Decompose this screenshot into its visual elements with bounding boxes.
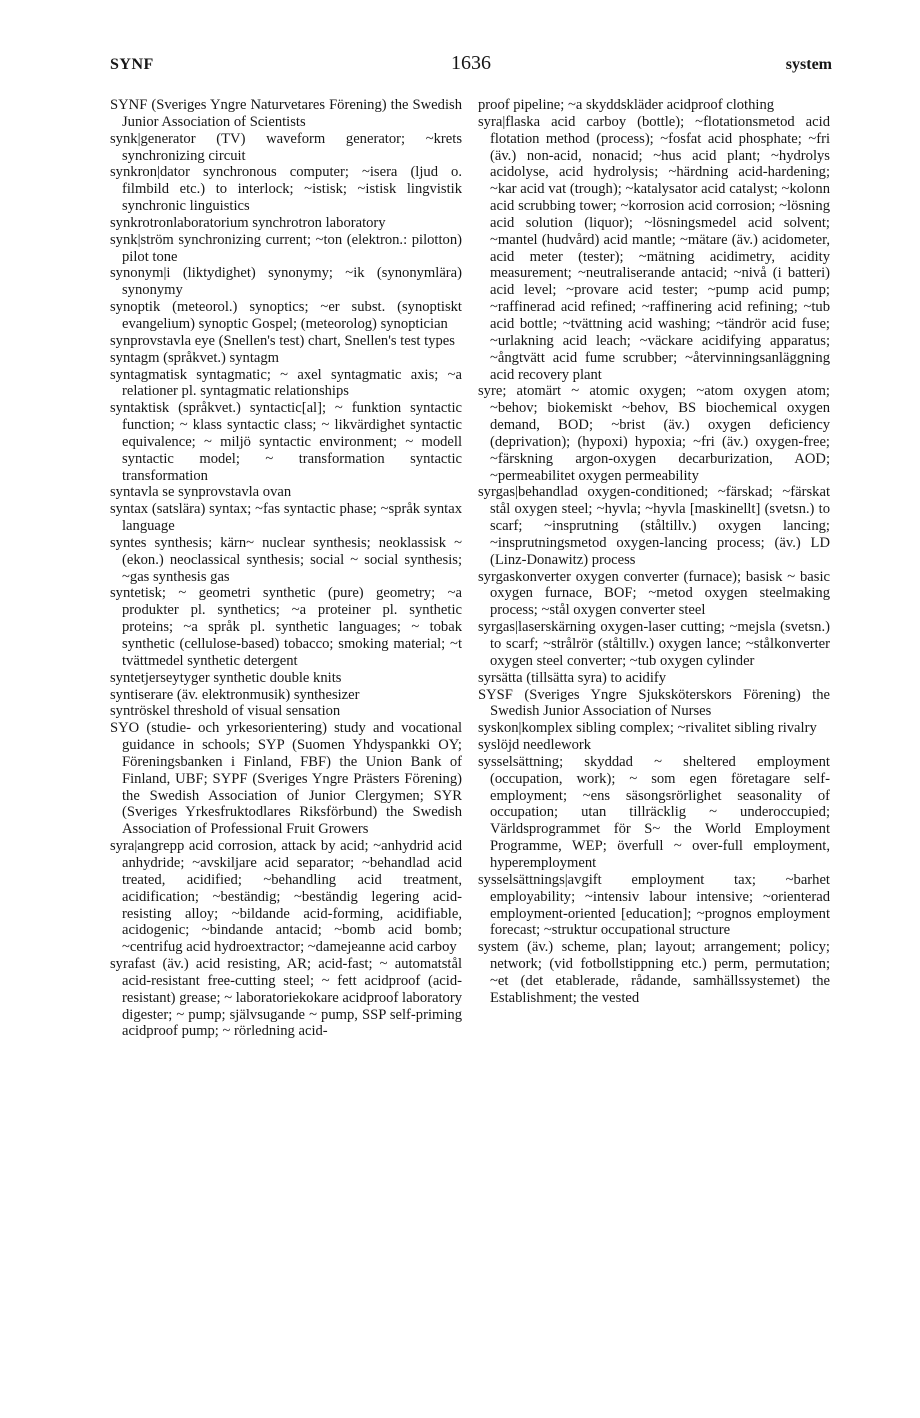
running-header <box>110 52 832 80</box>
dictionary-entry: syntaktisk (språkvet.) syntactic[al]; ~ funktion syntactic function; ~ klass syntactic class; ~ likvärdighet syntactic equivalence; ~ miljö syntactic environment; ~ modell syntactic model; ~ transformation syntactic transformation <box>110 400 462 484</box>
dictionary-entry: synonym|i (liktydighet) synonymy; ~ik (synonymlära) synonymy <box>110 265 462 299</box>
dictionary-entry: SYNF (Sveriges Yngre Naturvetares Förening) the Swedish Junior Association of Scientists <box>110 97 462 130</box>
dictionary-entry: system (äv.) scheme, plan; layout; arrangement; policy; network; (vid fotbollstippning etc.) perm, permutation; ~et (det etablerade, rådande, samhällssystemet) the Establishment; the vested <box>478 939 830 1006</box>
dictionary-entry: synkrotronlaboratorium synchrotron laboratory <box>110 214 386 231</box>
dictionary-entry: syntes synthesis; kärn~ nuclear synthesis; neoklassisk ~ (ekon.) neoclassical synthesis; social ~ social synthesis; ~gas synthesis gas <box>110 534 462 585</box>
dictionary-entry: syslöjd needlework <box>478 737 592 754</box>
dictionary-entry: synkron|dator synchronous computer; ~isera (ljud o. filmbild etc.) to interlock; ~istisk; ~istisk lingvistik synchronic linguistics <box>110 164 462 215</box>
dictionary-entry: syntetjerseytyger synthetic double knits <box>110 669 342 686</box>
dictionary-entry: syskon|komplex sibling complex; ~rivalitet sibling rivalry <box>478 720 817 737</box>
dictionary-entry: syntavla se synprovstavla ovan <box>110 484 292 501</box>
right-guide-word: system <box>785 56 832 73</box>
dictionary-entry: syra|angrepp acid corrosion, attack by acid; ~anhydrid acid anhydride; ~avskiljare acid separator; ~behandlad acid treated, acidified; ~behandling acid treatment, acidification; ~beständig; ~beständig legering acid-resisting alloy; ~bildande acid-forming, acidifiable, acidogenic; ~bindande antacid; ~bomb acid bomb; ~centrifug acid hydroextractor; ~damejeanne acid carboy <box>110 838 462 956</box>
page-number: 1636 <box>451 52 491 74</box>
dictionary-entry: sysselsättnings|avgift employment tax; ~barhet employability; ~intensiv labour intensive; ~orienterad employment-oriented [education]; ~prognos employment forecast; ~struktur occupational structure <box>478 871 830 939</box>
right-column <box>478 97 830 1007</box>
dictionary-entry: syntax (satslära) syntax; ~fas syntactic phase; ~språk syntax language <box>110 501 462 535</box>
dictionary-entry: syra|flaska acid carboy (bottle); ~flotationsmetod acid flotation method (process); ~fosfat acid phosphate; ~fri (äv.) non-acid, nonacid; ~hus acid plant; ~hydrolys acidolyse, acid hydrolysis; ~härdning acid-hardening; ~kar acid vat (trough); ~katalysator acid catalyst; ~kolonn acid scrubbing tower; ~korrosion acid corrosion; ~lösning acid solution (liquor); ~lösningsmedel acid solvent; ~mantel (hudvård) acid mantle; ~mätare (äv.) acidometer, acid meter (tester); ~mätning acidimetry, acidity measurement; ~neutraliserande antacid; ~nivå (i batteri) acid level; ~provare acid tester; ~pump acid pump; ~raffinerad acid refined; ~raffinering acid refining; ~tub acid bottle; ~tvättning acid washing; ~tändrör acid fuse; ~urlakning acid leach; ~väckare acidifying apparatus; ~ångtvätt acid fume scrubber; ~återvinningsanläggning acid recovery plant <box>478 113 830 383</box>
left-guide-word: SYNF <box>110 56 154 73</box>
left-column <box>110 97 462 1040</box>
dictionary-entry: syntetisk; ~ geometri synthetic (pure) geometry; ~a produkter pl. synthetics; ~a proteiner pl. synthetic proteins; ~a språk pl. synthetic languages; ~ tobak synthetic (cellulose-based) tobacco; smoking material; ~t tvättmedel synthetic detergent <box>110 585 462 669</box>
dictionary-entry: synprovstavla eye (Snellen's test) chart, Snellen's test types <box>110 332 455 349</box>
dictionary-entry: SYSF (Sveriges Yngre Sjuksköterskors Förening) the Swedish Junior Association of Nurses <box>478 686 830 720</box>
dictionary-entry: synk|ström synchronizing current; ~ton (elektron.: pilotton) pilot tone <box>110 231 462 265</box>
dictionary-entry: syrgaskonverter oxygen converter (furnace); basisk ~ basic oxygen furnace, BOF; ~metod oxygen steelmaking process; ~stål oxygen converter steel <box>478 568 830 619</box>
dictionary-entry: proof pipeline; ~a skyddskläder acidproof clothing <box>478 97 775 113</box>
dictionary-entry: syrafast (äv.) acid resisting, AR; acid-fast; ~ automatstål acid-resistant free-cutting steel; ~ fett acidproof (acid-resistant) grease; ~ laboratoriekokare acidproof laboratory digester; ~ pump; självsugande ~ pump, SSP self-priming acidproof pump; ~ rörledning acid- <box>110 956 462 1040</box>
dictionary-entry: syntagmatisk syntagmatic; ~ axel syntagmatic axis; ~a relationer pl. syntagmatic relationships <box>110 366 462 400</box>
dictionary-entry: syntröskel threshold of visual sensation <box>110 703 341 720</box>
dictionary-entry: syntiserare (äv. elektronmusik) synthesizer <box>110 686 360 703</box>
dictionary-entry: syre; atomärt ~ atomic oxygen; ~atom oxygen atom; ~behov; biokemiskt ~behov, BS biochemical oxygen demand, BOD; ~brist (äv.) oxygen deficiency (deprivation); (hypoxi) hypoxia; ~fri (äv.) oxygen-free; ~färskning argon-oxygen decarburization, AOD; ~permeabilitet oxygen permeability <box>478 383 830 484</box>
dictionary-entry: SYO (studie- och yrkesorientering) study and vocational guidance in schools; SYP (Suomen Yhdyspankki OY; Föreningsbanken i Finland, FBF) the Union Bank of Finland, UBF; SYPF (Sveriges Yngre Prästers Förening) the Swedish Association of Junior Clergymen; SYR (Sveriges Yrkesfruktodlares Riksförbund) the Swedish Association of Professional Fruit Growers <box>110 720 462 838</box>
dictionary-entry: sysselsättning; skyddad ~ sheltered employment (occupation, work); ~ som egen företagare self-employment; ~ens säsongsrörlighet seasonality of occupation; utan tillräcklig ~ underoccupied; Världsprogrammet för S~ the World Employment Programme, WEP; överfull ~ over-full employment, hyperemployment <box>478 753 830 871</box>
dictionary-entry: syrgas|laserskärning oxygen-laser cutting; ~mejsla (svetsn.) to scarf; ~strålrör (ståltillv.) oxygen lance; ~stålkonverter oxygen steel converter; ~tub oxygen cylinder <box>478 619 830 669</box>
dictionary-entry: syrgas|behandlad oxygen-conditioned; ~färskad; ~färskat stål oxygen steel; ~hyvla; ~hyvla [maskinellt] (svetsn.) to scarf; ~insprutning (ståltillv.) oxygen lancing; ~insprutningsmetod oxygen-lancing process; (äv.) LD (Linz-Donawitz) process <box>478 484 830 568</box>
dictionary-entry: syntagm (språkvet.) syntagm <box>110 349 280 366</box>
dictionary-entry: synk|generator (TV) waveform generator; ~krets synchronizing circuit <box>110 130 462 164</box>
dictionary-entry: synoptik (meteorol.) synoptics; ~er subst. (synoptiskt evangelium) synoptic Gospel; (meteorolog) synoptician <box>110 299 462 332</box>
dictionary-entry: syrsätta (tillsätta syra) to acidify <box>478 669 667 686</box>
